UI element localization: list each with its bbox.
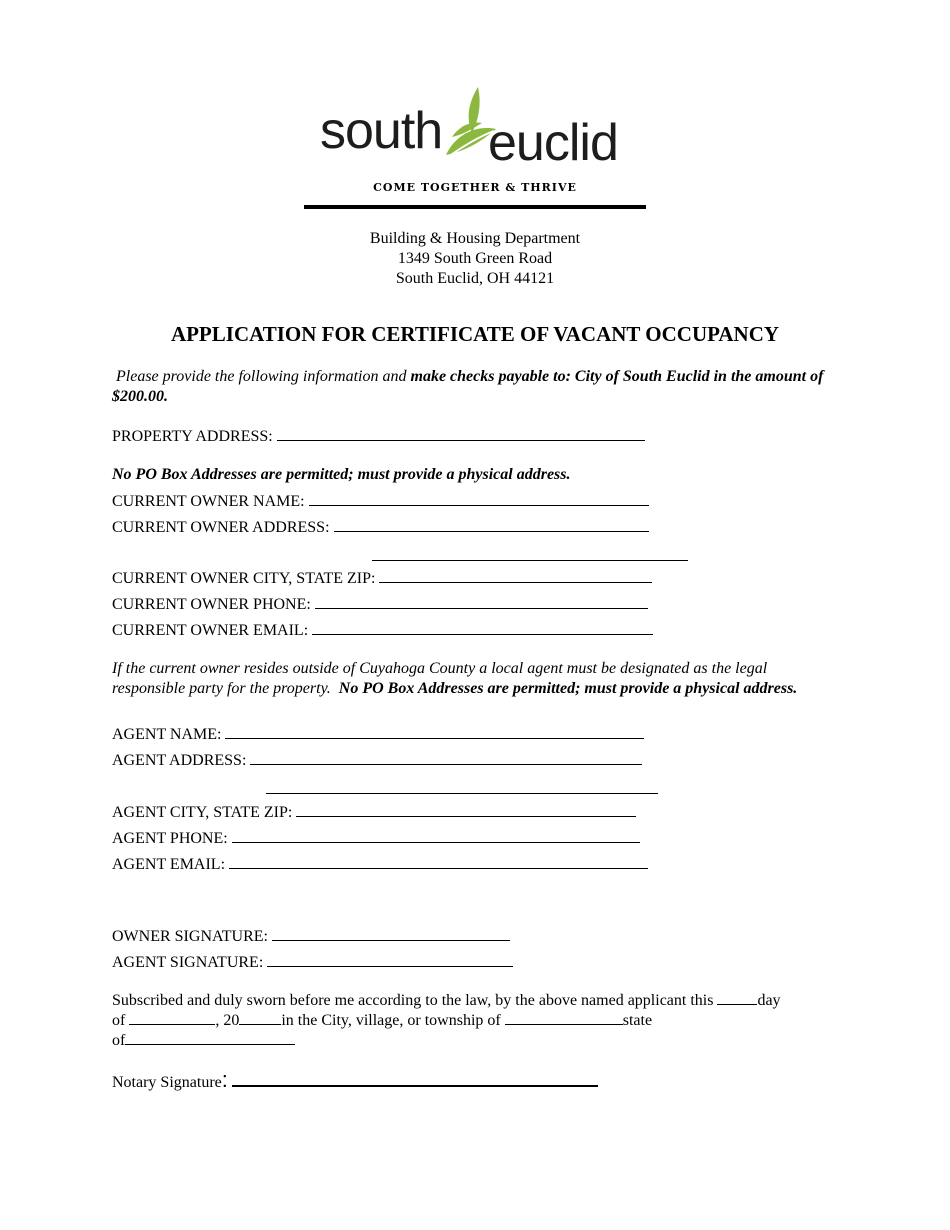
property-address-field[interactable] <box>277 426 645 441</box>
oath-line-2 <box>112 1010 652 1031</box>
department-street: 1349 South Green Road <box>397 250 553 267</box>
agent-city-field[interactable] <box>296 802 636 817</box>
oath-state-field[interactable] <box>125 1030 295 1045</box>
department-city: South Euclid, OH 44121 <box>395 270 555 287</box>
intro-bold: make checks payable to: City of South Euclid in the amount of $200.00. <box>112 368 824 405</box>
owner-signature-row <box>112 926 510 947</box>
agent-phone-field[interactable] <box>232 828 640 843</box>
page-title: APPLICATION FOR CERTIFICATE OF VACANT OCCUPANCY <box>170 322 780 346</box>
owner-name-field[interactable] <box>309 491 649 506</box>
notary-colon: : <box>221 1067 228 1092</box>
agent-city-label: AGENT CITY, STATE ZIP: <box>112 804 293 821</box>
agent-email-field[interactable] <box>229 854 648 869</box>
owner-email-field[interactable] <box>312 620 653 635</box>
oath-year-field[interactable] <box>239 1010 281 1025</box>
owner-phone-field[interactable] <box>315 594 648 609</box>
department-address <box>0 229 950 289</box>
agent-signature-label: AGENT SIGNATURE: <box>112 954 264 971</box>
oath-of-label: of <box>112 1012 126 1029</box>
agent-signature-row <box>112 952 513 973</box>
oath-month-field[interactable] <box>129 1010 215 1025</box>
oath-of-state-label: of <box>112 1032 126 1049</box>
po-box-note-text: No PO Box Addresses are permitted; must provide a physical address. <box>112 466 571 483</box>
agent-address-row <box>112 750 642 771</box>
agent-note-italic: If the current owner resides outside of Cuyahoga County a local agent must be designated as the legal responsible party for the property. <box>112 660 768 697</box>
oath-day-field[interactable] <box>717 990 757 1005</box>
po-box-note <box>112 465 571 485</box>
oath-location-label: in the City, village, or township of <box>281 1012 501 1029</box>
owner-city-field[interactable] <box>379 568 652 583</box>
agent-name-field[interactable] <box>225 724 644 739</box>
oath-line-3 <box>112 1030 295 1051</box>
logo-word-south: south <box>320 102 443 160</box>
owner-address-line-2[interactable] <box>372 560 688 561</box>
agent-phone-row <box>112 828 640 849</box>
owner-email-label: CURRENT OWNER EMAIL: <box>112 622 309 639</box>
intro-instructions <box>112 367 832 407</box>
agent-email-row <box>112 854 648 875</box>
agent-name-label: AGENT NAME: <box>112 726 222 743</box>
agent-name-row <box>112 724 644 745</box>
owner-city-label: CURRENT OWNER CITY, STATE ZIP: <box>112 570 376 587</box>
owner-signature-label: OWNER SIGNATURE: <box>112 928 268 945</box>
oath-year-prefix: , 20 <box>215 1012 240 1029</box>
property-address-label: PROPERTY ADDRESS: <box>112 428 273 445</box>
department-name: Building & Housing Department <box>369 230 581 247</box>
oath-township-field[interactable] <box>505 1010 623 1025</box>
oath-day-label: day <box>757 992 781 1009</box>
agent-email-label: AGENT EMAIL: <box>112 856 226 873</box>
logo-divider <box>304 205 646 209</box>
owner-address-label: CURRENT OWNER ADDRESS: <box>112 519 330 536</box>
owner-phone-row <box>112 594 648 615</box>
agent-address-line-2[interactable] <box>266 793 658 794</box>
owner-email-row <box>112 620 653 641</box>
agent-signature-field[interactable] <box>267 952 513 967</box>
owner-address-row <box>112 517 649 538</box>
agent-address-field[interactable] <box>250 750 642 765</box>
notary-signature-row <box>112 1067 598 1093</box>
owner-name-row <box>112 491 649 512</box>
oath-text: Subscribed and duly sworn before me according to the law, by the above named applicant this <box>112 992 714 1009</box>
owner-city-row <box>112 568 652 589</box>
owner-name-label: CURRENT OWNER NAME: <box>112 493 305 510</box>
intro-italic: Please provide the following information and <box>116 368 407 385</box>
agent-address-label: AGENT ADDRESS: <box>112 752 247 769</box>
south-euclid-logo <box>300 85 650 213</box>
logo-word-euclid: euclid <box>488 114 618 172</box>
owner-address-field[interactable] <box>334 517 649 532</box>
property-address-row <box>112 426 645 447</box>
notary-signature-label: Notary Signature <box>112 1074 222 1091</box>
agent-note-bold: No PO Box Addresses are permitted; must provide a physical address. <box>338 680 798 697</box>
logo-tagline: COME TOGETHER & THRIVE <box>373 181 577 194</box>
agent-phone-label: AGENT PHONE: <box>112 830 228 847</box>
owner-phone-label: CURRENT OWNER PHONE: <box>112 596 311 613</box>
agent-note <box>112 659 832 699</box>
oath-line-1 <box>112 990 781 1011</box>
owner-signature-field[interactable] <box>272 926 510 941</box>
agent-city-row <box>112 802 636 823</box>
oath-state-label: state <box>622 1012 653 1029</box>
notary-signature-field[interactable] <box>232 1071 598 1087</box>
